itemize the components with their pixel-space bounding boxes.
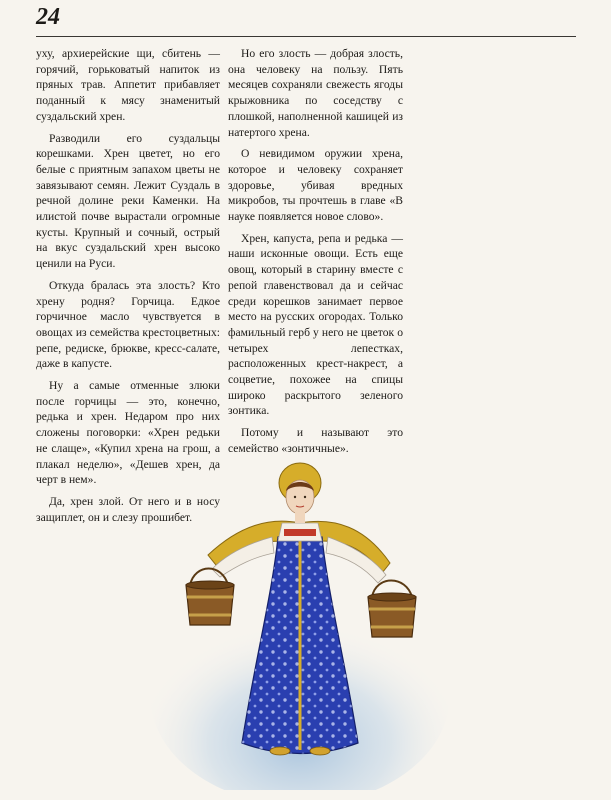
woman-carrying-buckets-icon [150,445,450,790]
left-paragraph-3: Откуда бралась эта злость? Кто хрену родня? Горчица. Едкое горчичное масло чувствуется в овощах из семейства крестоцветных: репе, редиске, брюкве, кресс-салате, даже в капусте. [36,278,220,371]
left-paragraph-5: Да, хрен злой. От него и в носу защиплет, он и слезу прошибет. [36,494,220,524]
right-foot [310,747,330,755]
left-foot [270,747,290,755]
right-column [228,46,403,457]
neck [295,511,305,523]
page-number-rule [36,36,576,37]
embroidery [284,529,316,536]
right-paragraph-4: Потому и называют это семейство «зонтичные». [228,426,403,455]
right-paragraph-1: Но его злость — добрая злость, она человеку на пользу. Пять месяцев сохраняли свежесть ягоды крыжовника по соседству с плошкой, наполненной кашицей из натертого хрена. [228,47,403,139]
left-paragraph-4: Ну а самые отменные злюки после горчицы — это, конечно, редька и хрен. Недаром про них сложены поговорки: «Хрен редьки не слаще», «Купил хрена на грош, а плакал неделю», «Дешев хрен, да черт в нем». [36,379,220,487]
left-bucket [186,581,234,625]
right-bucket [368,593,416,637]
right-paragraph-3: Хрен, капуста, репа и редька — наши исконные овощи. Есть еще овощ, который в старину вместе с репой главенствовал да и сейчас среди корешков занимает первое место на русских огородах. Только фамильный герб у него не цветок о четырех лепестках, расположенных крест-накрест, а соцветие, похожее на спицы широко раскрытого зеленого зонтика. [228,231,403,418]
left-paragraph-1: уху, архиерейские щи, сбитень — горячий, горьковатый напиток из пряных трав. Аппетит прибавляет поданный к мясу знаменитый суздальский хрен. [36,47,220,123]
left-paragraph-2: Разводили его суздальцы корешками. Хрен цветет, но его белые с приятным запахом цветы не завязывают семян. Лежит Суздаль в речной долине реки Каменки. На илистой почве вырастали огромные кусты. Крупный и сочный, острый на вкус суздальский хрен высоко ценили на Руси. [36,131,220,271]
page-number: 24 [36,4,60,30]
right-paragraph-2: О невидимом оружии хрена, которое и человеку сохраняет здоровье, убивая вредных микробов, ты прочтешь в главе «В науке появляется новое слово». [228,147,403,224]
